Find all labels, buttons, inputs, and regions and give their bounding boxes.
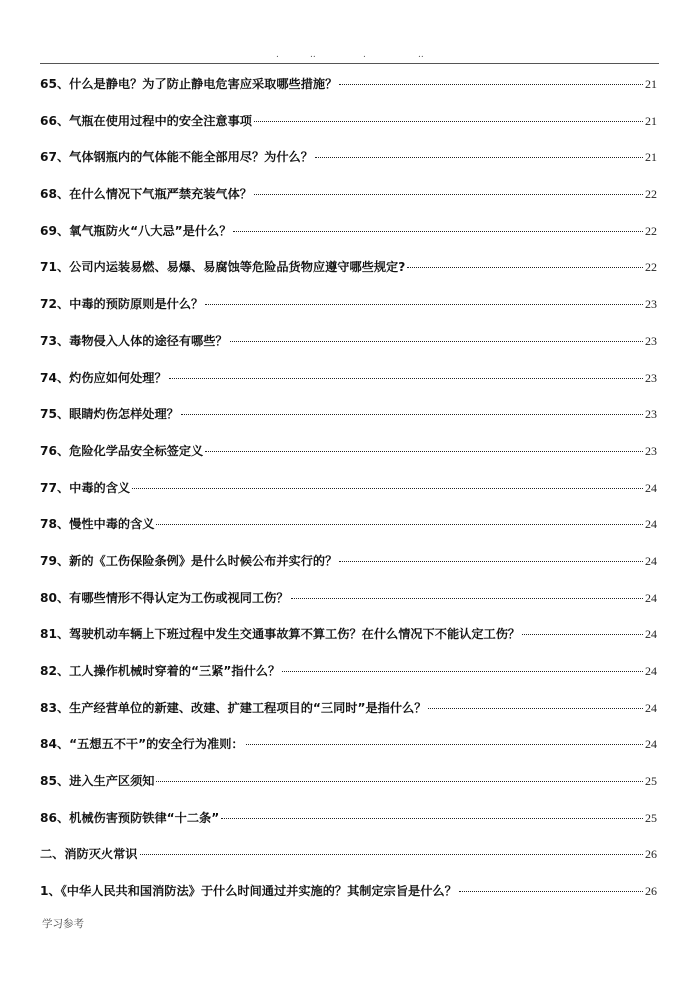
toc-entry-title: 68、在什么情况下气瓶严禁充装气体？ <box>40 187 252 202</box>
toc-entry-title: 65、什么是静电？为了防止静电危害应采取哪些措施？ <box>40 77 338 91</box>
toc-entry-title: 81、驾驶机动车辆上下班过程中发生交通事故算不算工伤？在什么情况下不能认定工伤？ <box>40 627 521 642</box>
toc-entry[interactable] <box>40 587 657 624</box>
toc-entry-page-number: 24 <box>645 737 657 752</box>
toc-entry[interactable] <box>40 293 657 330</box>
toc-entry-page-number: 22 <box>645 187 657 202</box>
toc-entry-title: 86、机械伤害预防铁律“十二条” <box>40 810 220 825</box>
toc-entry[interactable] <box>40 146 657 183</box>
toc-dot-leader <box>181 414 643 415</box>
toc-entry-page-number: 26 <box>645 847 657 862</box>
toc-entry-title: 二、消防灭火常识 <box>40 847 138 862</box>
toc-entry[interactable] <box>40 733 657 770</box>
toc-dot-leader <box>156 781 643 782</box>
toc-dot-leader <box>254 194 643 195</box>
toc-entry-title: 78、慢性中毒的含义 <box>40 517 155 532</box>
toc-entry[interactable] <box>40 880 657 917</box>
toc-dot-leader <box>140 854 644 855</box>
toc-entry-page-number: 23 <box>645 333 657 348</box>
toc-entry-page-number: 23 <box>645 407 657 422</box>
toc-entry[interactable] <box>40 807 657 844</box>
toc-entry[interactable] <box>40 513 657 550</box>
toc-dot-leader <box>522 634 643 635</box>
toc-entry-title: 66、气瓶在使用过程中的安全注意事项 <box>40 113 252 128</box>
header-mark: . <box>276 50 279 60</box>
toc-entry-page-number: 21 <box>645 113 657 128</box>
toc-entry-page-number: 24 <box>645 627 657 642</box>
toc-entry-page-number: 24 <box>645 590 657 605</box>
toc-entry-page-number: 24 <box>645 700 657 715</box>
toc-dot-leader <box>230 341 643 342</box>
toc-entry-title: 73、毒物侵入人体的途径有哪些？ <box>40 333 228 348</box>
toc-entry-title: 85、进入生产区须知 <box>40 774 155 789</box>
toc-entry[interactable] <box>40 403 657 440</box>
toc-entry[interactable] <box>40 110 657 147</box>
toc-entry-title: 75、眼睛灼伤怎样处理？ <box>40 407 179 422</box>
toc-entry-page-number: 24 <box>645 480 657 495</box>
toc-entry-title: 83、生产经营单位的新建、改建、扩建工程项目的“三同时”是指什么？ <box>40 700 427 715</box>
toc-entry-page-number: 22 <box>645 223 657 238</box>
toc-entry-page-number: 26 <box>645 884 657 899</box>
toc-entry[interactable] <box>40 697 657 734</box>
toc-entry[interactable] <box>40 660 657 697</box>
toc-dot-leader <box>291 598 643 599</box>
toc-entry[interactable] <box>40 183 657 220</box>
toc-dot-leader <box>169 378 643 379</box>
toc-entry-page-number: 23 <box>645 443 657 458</box>
toc-entry-title: 80、有哪些情形不得认定为工伤或视同工伤？ <box>40 590 289 605</box>
toc-entry-page-number: 24 <box>645 553 657 568</box>
toc-entry-title: 69、氧气瓶防火“八大忌”是什么？ <box>40 223 232 238</box>
toc-entry-page-number: 23 <box>645 370 657 385</box>
toc-dot-leader <box>205 304 643 305</box>
toc-dot-leader <box>156 524 643 525</box>
toc-entry-page-number: 24 <box>645 664 657 678</box>
page-footer: 学习参考 <box>42 918 84 930</box>
toc-dot-leader <box>428 708 643 709</box>
toc-entry[interactable] <box>40 440 657 477</box>
toc-dot-leader <box>282 671 643 672</box>
toc-dot-leader <box>459 891 643 892</box>
toc-dot-leader <box>315 157 643 158</box>
toc-entry-title: 84、“五想五不干”的安全行为准则： <box>40 737 244 752</box>
toc-entry-title: 74、灼伤应如何处理？ <box>40 370 167 385</box>
header-rule <box>40 63 659 64</box>
toc-dot-leader <box>339 561 643 562</box>
toc-entry[interactable] <box>40 843 657 880</box>
toc-entry-page-number: 25 <box>645 810 657 825</box>
toc-entry[interactable] <box>40 477 657 514</box>
table-of-contents <box>40 73 657 917</box>
toc-entry-title: 82、工人操作机械时穿着的“三紧”指什么？ <box>40 664 281 678</box>
toc-dot-leader <box>221 818 643 819</box>
toc-entry[interactable] <box>40 770 657 807</box>
toc-entry-title: 79、新的《工伤保险条例》是什么时候公布并实行的？ <box>40 553 338 568</box>
toc-dot-leader <box>205 451 643 452</box>
toc-entry[interactable] <box>40 220 657 257</box>
toc-entry-page-number: 23 <box>645 297 657 312</box>
toc-entry-page-number: 21 <box>645 150 657 165</box>
header-mark: .. <box>310 50 316 60</box>
toc-entry-title: 1、《中华人民共和国消防法》于什么时间通过并实施的？其制定宗旨是什么？ <box>40 884 457 899</box>
toc-dot-leader <box>339 84 643 85</box>
toc-entry[interactable] <box>40 330 657 367</box>
toc-dot-leader <box>254 121 643 122</box>
page-header-marks <box>0 50 700 62</box>
header-mark: .. <box>418 50 424 60</box>
toc-entry-title: 77、中毒的含义 <box>40 480 131 495</box>
toc-entry-title: 71、公司内运装易燃、易爆、易腐蚀等危险品货物应遵守哪些规定? <box>40 260 406 275</box>
toc-dot-leader <box>132 488 643 489</box>
toc-entry[interactable] <box>40 550 657 587</box>
toc-entry-page-number: 22 <box>645 260 657 275</box>
toc-dot-leader <box>233 231 643 232</box>
toc-entry-page-number: 21 <box>645 77 657 91</box>
header-mark: . <box>363 50 366 60</box>
toc-dot-leader <box>407 267 643 268</box>
toc-entry-title: 72、中毒的预防原则是什么？ <box>40 297 204 312</box>
toc-entry-page-number: 24 <box>645 517 657 532</box>
toc-entry[interactable] <box>40 256 657 293</box>
toc-dot-leader <box>246 744 643 745</box>
toc-entry-title: 67、气体钢瓶内的气体能不能全部用尽？为什么？ <box>40 150 313 165</box>
toc-entry[interactable] <box>40 73 657 110</box>
toc-entry[interactable] <box>40 367 657 404</box>
toc-entry-title: 76、危险化学品安全标签定义 <box>40 443 204 458</box>
toc-entry-page-number: 25 <box>645 774 657 789</box>
toc-entry[interactable] <box>40 623 657 660</box>
